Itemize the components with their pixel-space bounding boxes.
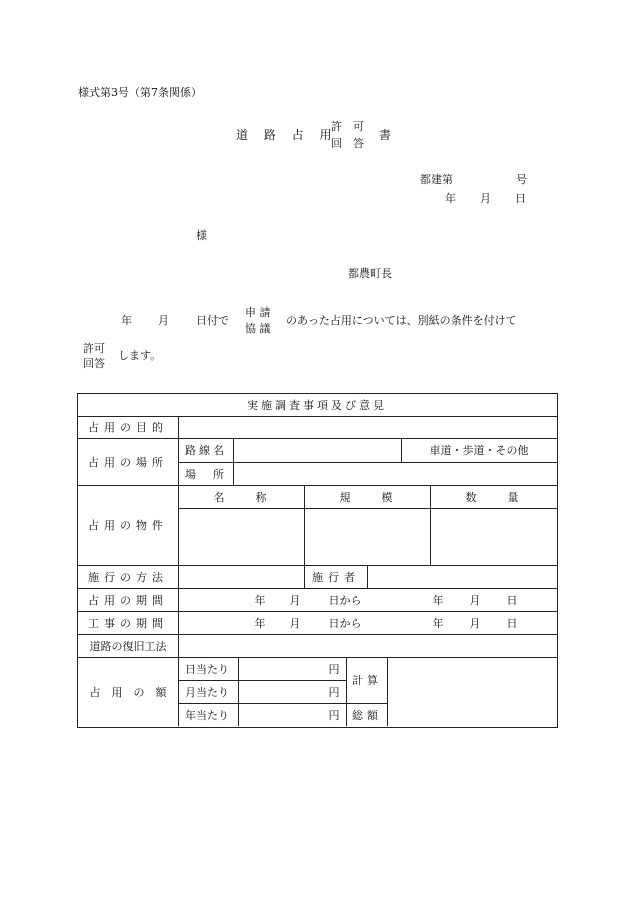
col-name: 名 称	[213, 490, 270, 504]
date-day: 日	[515, 192, 526, 205]
date-year: 年	[445, 192, 456, 205]
rule	[367, 565, 368, 588]
col-quantity: 数 量	[465, 490, 522, 504]
period-from: 日から	[328, 593, 362, 607]
constructor-label: 施行者	[312, 570, 360, 584]
body-option-permit: 許可	[83, 342, 105, 355]
work-period-year: 年	[254, 616, 266, 630]
title-prefix: 道 路 占 用	[236, 128, 338, 142]
method-label: 施行の方法	[88, 570, 168, 584]
title-option-reply: 回 答	[331, 137, 364, 150]
date-month: 月	[480, 192, 491, 205]
road-type: 車道・歩道・その他	[429, 444, 529, 457]
doc-number-suffix: 号	[516, 173, 527, 186]
work-period-label: 工事の期間	[88, 616, 168, 630]
title-suffix: 書	[379, 128, 392, 142]
form-number: 様式第3号（第7条関係）	[78, 86, 202, 99]
period-month-end: 月	[469, 593, 481, 607]
body-year: 年	[121, 314, 132, 327]
body-option-reply: 回答	[83, 357, 105, 370]
rule	[178, 462, 557, 463]
body-month: 月	[158, 314, 169, 327]
period-year-end: 年	[432, 593, 444, 607]
purpose-label: 占用の目的	[88, 421, 168, 434]
body-text: のあった占用については、別紙の条件を付けて	[286, 314, 517, 327]
per-day-label: 日当たり	[185, 662, 229, 676]
issuer: 都農町長	[348, 267, 392, 280]
per-year-label: 年当たり	[185, 708, 229, 722]
restoration-label: 道路の復旧工法	[89, 639, 167, 653]
title-option-permit: 許 可	[331, 120, 364, 133]
body-option-consult: 協 議	[245, 322, 271, 335]
period-day-end: 日	[506, 593, 518, 607]
addressee-suffix: 様	[196, 229, 207, 242]
occupancy-period-label: 占用の期間	[88, 593, 168, 607]
rule	[178, 508, 557, 509]
route-name-label: 路線名	[185, 444, 227, 457]
work-period-year-end: 年	[432, 616, 444, 630]
body-day-with: 日付で	[196, 314, 229, 327]
table-header: 実施調査事項及び意見	[247, 398, 387, 412]
per-month-label: 月当たり	[185, 685, 229, 699]
location-label: 場 所	[185, 467, 227, 481]
place-label: 占用の場所	[88, 455, 168, 469]
per-day-yen: 円	[328, 662, 340, 676]
work-period-day-end: 日	[506, 616, 518, 630]
body-closing: します。	[118, 349, 162, 362]
work-period-month: 月	[289, 616, 301, 630]
work-period-from: 日から	[328, 616, 362, 630]
total-label: 総額	[352, 708, 382, 722]
col-scale: 規 模	[339, 490, 396, 504]
work-period-month-end: 月	[469, 616, 481, 630]
doc-number-prefix: 都建第	[420, 173, 453, 186]
per-month-yen: 円	[328, 685, 340, 699]
period-month: 月	[289, 593, 301, 607]
rule	[233, 438, 234, 485]
rule	[387, 657, 388, 726]
period-year: 年	[254, 593, 266, 607]
object-label: 占用の物件	[88, 519, 168, 532]
body-option-apply: 申 請	[245, 306, 271, 319]
amount-label: 占 用 の 額	[89, 685, 167, 699]
per-year-yen: 円	[328, 708, 340, 722]
calc-label: 計算	[352, 674, 382, 687]
